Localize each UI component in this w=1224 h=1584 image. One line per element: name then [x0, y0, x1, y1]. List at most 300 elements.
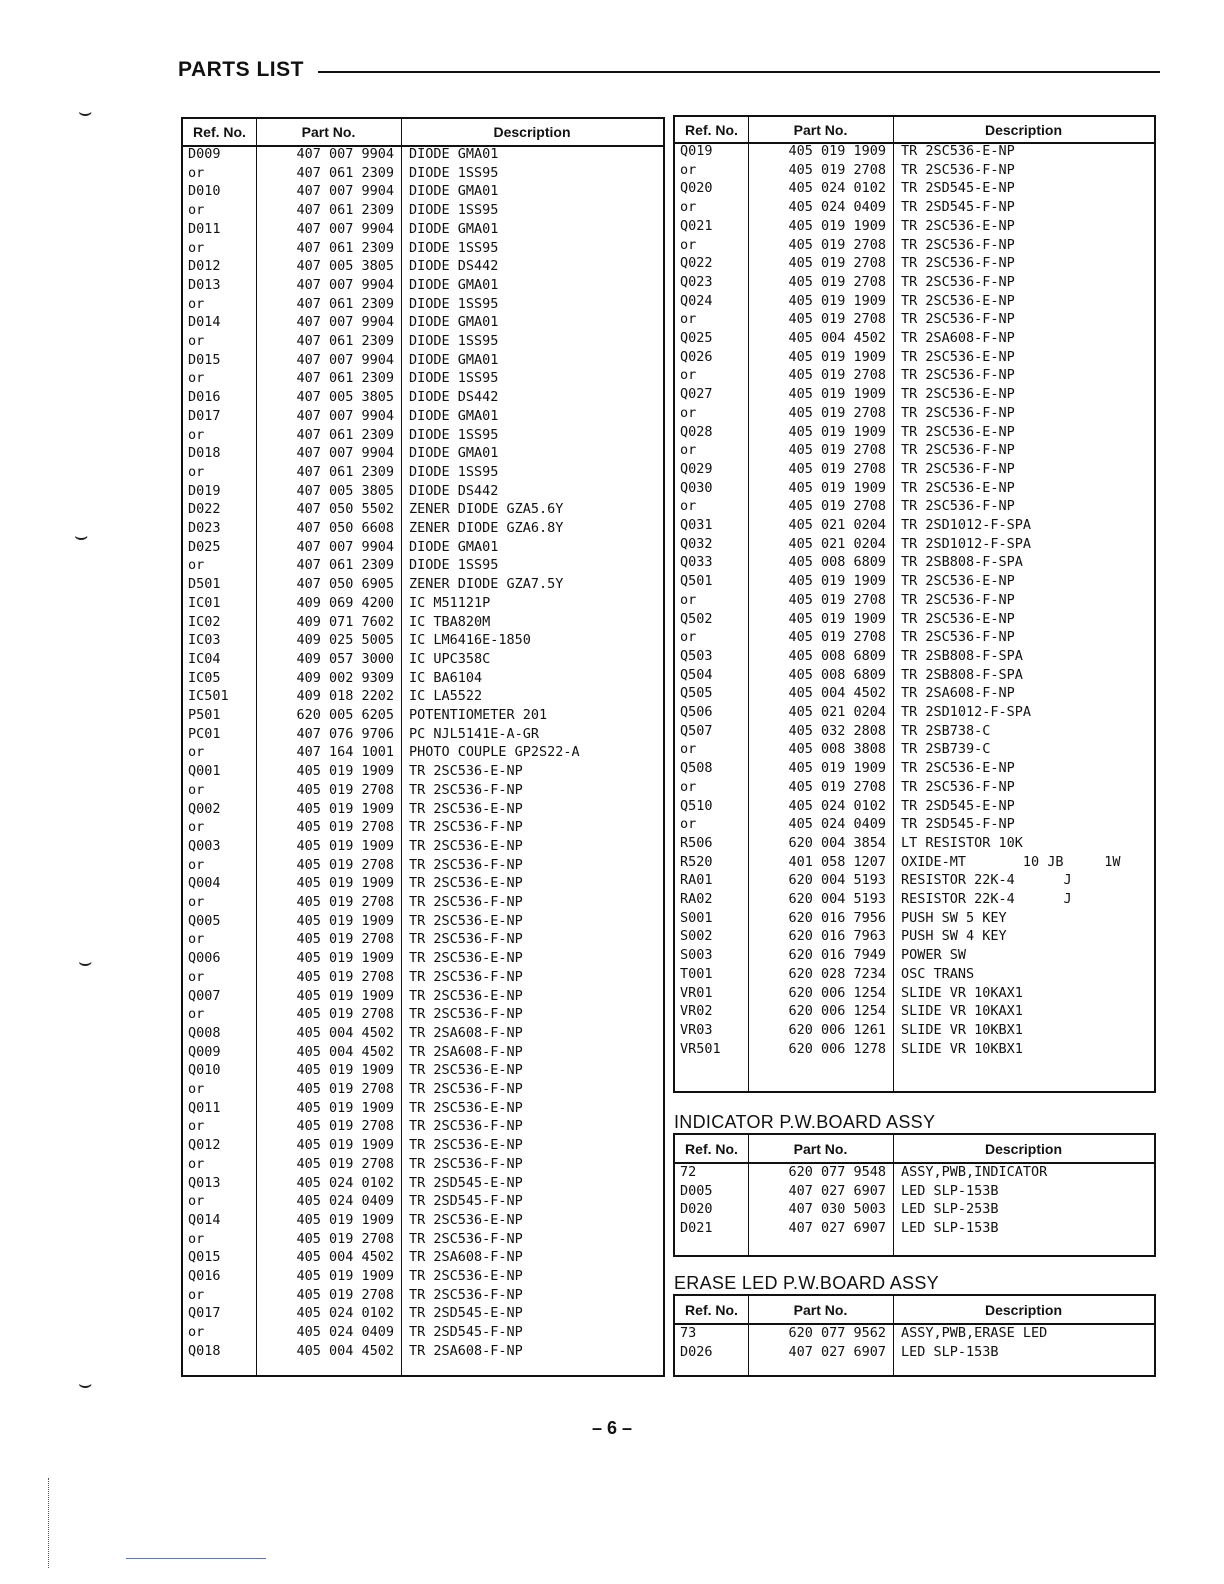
part-no: 407 007 9904 — [296, 351, 394, 368]
part-no: 405 019 2708 — [296, 968, 394, 985]
ref-no: Q005 — [188, 912, 221, 929]
ref-no: D025 — [188, 538, 221, 555]
table-row — [183, 1174, 663, 1193]
table-row — [183, 575, 663, 594]
description: TR 2SD545-F-NP — [901, 816, 1015, 833]
description: PUSH SW 4 KEY — [901, 928, 1007, 945]
part-no: 405 004 4502 — [296, 1043, 394, 1060]
table-row — [675, 310, 1154, 329]
description: SLIDE VR 10KBX1 — [901, 1021, 1023, 1038]
ref-no: D017 — [188, 407, 221, 424]
part-no: 405 019 2708 — [788, 255, 886, 272]
table-row — [675, 591, 1154, 610]
part-no: 405 019 1909 — [296, 987, 394, 1004]
description: DIODE GMA01 — [409, 146, 499, 162]
part-no: 405 019 1909 — [296, 912, 394, 929]
description: TR 2SD545-E-NP — [409, 1305, 523, 1322]
description: TR 2SC536-F-NP — [901, 460, 1015, 477]
table-row — [183, 257, 663, 276]
table-row — [183, 426, 663, 445]
description: ZENER DIODE GZA7.5Y — [409, 576, 564, 593]
part-no: 405 019 1909 — [788, 479, 886, 496]
ref-no: Q028 — [680, 423, 713, 440]
ref-no: Q014 — [188, 1211, 221, 1228]
description: OXIDE-MT 10 JB 1W — [901, 853, 1121, 870]
ref-no: 73 — [680, 1325, 697, 1341]
ref-no: S002 — [680, 928, 713, 945]
table-row — [675, 273, 1154, 292]
table-row — [675, 666, 1154, 685]
description: TR 2SC536-E-NP — [901, 573, 1015, 590]
table-row — [675, 1002, 1154, 1021]
ref-no: Q504 — [680, 666, 713, 683]
ref-no: Q023 — [680, 273, 713, 290]
ref-no: Q508 — [680, 760, 713, 777]
part-no: 405 019 1909 — [296, 837, 394, 854]
ref-no: or — [188, 968, 205, 985]
description: LED SLP-153B — [901, 1343, 999, 1360]
description: TR 2SB738-C — [901, 722, 991, 739]
ref-no: IC501 — [188, 688, 229, 705]
part-no: 405 024 0409 — [788, 199, 886, 216]
ref-no: IC01 — [188, 594, 221, 611]
part-no: 405 019 2708 — [296, 856, 394, 873]
part-no: 409 025 5005 — [296, 632, 394, 649]
table-row — [675, 198, 1154, 217]
ref-no: Q007 — [188, 987, 221, 1004]
description: TR 2SC536-F-NP — [409, 1286, 523, 1303]
part-no: 405 019 1909 — [296, 1211, 394, 1228]
ref-no: or — [188, 1081, 205, 1097]
description: TR 2SD1012-F-SPA — [901, 535, 1032, 552]
description: TR 2SC536-F-NP — [409, 931, 523, 948]
description: TR 2SC536-F-NP — [901, 273, 1015, 290]
description: TR 2SD1012-F-SPA — [901, 517, 1032, 533]
part-no: 405 019 1909 — [296, 800, 394, 817]
table-row — [675, 1163, 1154, 1182]
part-no: 405 021 0204 — [788, 517, 886, 533]
table-row — [183, 1080, 663, 1099]
part-no: 405 024 0102 — [788, 797, 886, 814]
table-row — [183, 444, 663, 463]
table-row — [675, 497, 1154, 516]
parts-table-left — [181, 117, 665, 1377]
description: TR 2SC536-F-NP — [901, 404, 1015, 421]
part-no: 407 061 2309 — [296, 463, 394, 480]
part-no: 405 019 2708 — [788, 460, 886, 477]
part-no: 407 030 5003 — [788, 1201, 886, 1218]
table-row — [183, 949, 663, 968]
description: IC BA6104 — [409, 669, 483, 686]
scan-bottom-line — [126, 1558, 266, 1559]
description: IC TBA820M — [409, 613, 491, 630]
table-row — [183, 1005, 663, 1024]
description: TR 2SB808-F-SPA — [901, 666, 1023, 683]
description: TR 2SC536-F-NP — [409, 1081, 523, 1097]
part-no: 405 019 1909 — [788, 143, 886, 159]
table-row — [183, 482, 663, 501]
ref-no: VR501 — [680, 1040, 721, 1057]
description: DIODE GMA01 — [409, 220, 499, 237]
ref-no: or — [188, 781, 205, 798]
description: TR 2SC536-F-NP — [409, 894, 523, 910]
ref-no: or — [188, 333, 205, 349]
description: TR 2SA608-F-NP — [409, 1024, 523, 1041]
table-row — [183, 893, 663, 912]
ref-no: Q015 — [188, 1249, 221, 1266]
part-no: 405 004 4502 — [788, 330, 886, 346]
table-row — [183, 669, 663, 688]
ref-no: or — [188, 1006, 205, 1023]
indicator-section-title: INDICATOR P.W.BOARD ASSY — [674, 1112, 936, 1132]
table-row — [675, 535, 1154, 554]
description: TR 2SC536-F-NP — [409, 1155, 523, 1172]
description: TR 2SC536-E-NP — [901, 348, 1015, 365]
ref-no: PC01 — [188, 725, 221, 742]
table-row — [183, 1192, 663, 1211]
description: PUSH SW 5 KEY — [901, 909, 1007, 926]
ref-no: Q507 — [680, 722, 713, 739]
table-row — [183, 1323, 663, 1342]
table-row — [183, 1267, 663, 1286]
ref-no: or — [188, 202, 205, 219]
table-row — [675, 1343, 1154, 1362]
part-no: 405 021 0204 — [788, 704, 886, 720]
part-no: 407 005 3805 — [296, 258, 394, 275]
part-no: 620 077 9562 — [788, 1325, 886, 1341]
ref-no: IC04 — [188, 650, 221, 667]
table-row — [675, 142, 1154, 161]
table-header — [675, 1296, 1154, 1325]
description: TR 2SC536-F-NP — [901, 161, 1015, 178]
title-rule — [318, 71, 1160, 73]
table-row — [675, 161, 1154, 180]
table-row — [183, 594, 663, 613]
description: TR 2SC536-E-NP — [409, 1211, 523, 1228]
part-no: 405 019 1909 — [296, 1099, 394, 1116]
description: IC LA5522 — [409, 688, 483, 705]
table-row — [183, 1230, 663, 1249]
table-row — [183, 1286, 663, 1305]
ref-no: Q017 — [188, 1305, 221, 1322]
table-row — [183, 706, 663, 725]
part-no: 405 019 1909 — [296, 950, 394, 967]
part-no: 620 005 6205 — [296, 707, 394, 723]
ref-no: Q024 — [680, 292, 713, 309]
table-row — [675, 1324, 1154, 1343]
part-no: 407 007 9904 — [296, 314, 394, 331]
ref-no: D019 — [188, 482, 221, 499]
description: TR 2SC536-E-NP — [901, 610, 1015, 627]
description: TR 2SC536-E-NP — [409, 800, 523, 817]
ref-no: D012 — [188, 258, 221, 275]
ref-no: or — [680, 591, 697, 608]
ref-no: Q506 — [680, 704, 713, 720]
binding-mark: ⌣ — [78, 100, 93, 125]
ref-no: Q503 — [680, 647, 713, 664]
description: LED SLP-153B — [901, 1220, 999, 1237]
ref-no: or — [188, 239, 205, 256]
part-no: 407 007 9904 — [296, 183, 394, 200]
ref-no: or — [188, 426, 205, 443]
part-no: 405 024 0102 — [296, 1305, 394, 1322]
description: POWER SW — [901, 947, 967, 964]
ref-no: Q003 — [188, 837, 221, 854]
ref-no: or — [188, 1324, 205, 1341]
description: DIODE 1SS95 — [409, 295, 499, 312]
part-no: 620 077 9548 — [788, 1164, 886, 1180]
part-no: 405 019 1909 — [296, 763, 394, 780]
description: DIODE GMA01 — [409, 183, 499, 200]
description: LT RESISTOR 10K — [901, 834, 1023, 851]
description: TR 2SC536-E-NP — [409, 875, 523, 892]
part-no: 620 016 7949 — [788, 947, 886, 964]
table-row — [183, 762, 663, 781]
ref-no: Q006 — [188, 950, 221, 967]
description: DIODE GMA01 — [409, 351, 499, 368]
ref-no: or — [680, 629, 697, 646]
ref-no: R520 — [680, 853, 713, 870]
ref-no: or — [680, 442, 697, 459]
part-no: 405 004 4502 — [296, 1024, 394, 1041]
table-row — [183, 930, 663, 949]
table-row — [675, 610, 1154, 629]
description: TR 2SC536-F-NP — [409, 1230, 523, 1247]
part-no: 405 019 2708 — [788, 311, 886, 328]
description: LED SLP-153B — [901, 1182, 999, 1199]
description: TR 2SC536-F-NP — [409, 856, 523, 873]
table-row — [675, 722, 1154, 741]
table-row — [183, 743, 663, 762]
ref-no: D011 — [188, 220, 221, 237]
part-no: 405 019 1909 — [788, 573, 886, 590]
ref-no: S001 — [680, 909, 713, 926]
part-no: 405 019 1909 — [788, 386, 886, 403]
ref-no: Q019 — [680, 143, 713, 159]
description: DIODE GMA01 — [409, 276, 499, 293]
description: TR 2SC536-E-NP — [901, 423, 1015, 440]
description: TR 2SA608-F-NP — [901, 685, 1015, 702]
table-row — [183, 313, 663, 332]
ref-no: or — [680, 311, 697, 328]
description: DIODE 1SS95 — [409, 202, 499, 219]
table-row — [675, 553, 1154, 572]
table-row — [675, 1040, 1154, 1059]
ref-no: or — [188, 744, 205, 761]
description: DIODE DS442 — [409, 482, 499, 499]
part-no: 405 019 2708 — [788, 236, 886, 253]
description: RESISTOR 22K-4 J — [901, 891, 1072, 907]
description: TR 2SC536-F-NP — [409, 1006, 523, 1023]
part-no: 405 019 2708 — [296, 1006, 394, 1023]
table-row — [675, 179, 1154, 198]
part-no: 405 021 0204 — [788, 535, 886, 552]
ref-no: or — [188, 1286, 205, 1303]
table-row — [675, 778, 1154, 797]
table-header — [183, 119, 663, 147]
part-no: 407 005 3805 — [296, 389, 394, 406]
table-row — [675, 740, 1154, 759]
ref-no: or — [188, 295, 205, 312]
part-no: 407 007 9904 — [296, 220, 394, 237]
binding-mark: ⌣ — [78, 1372, 93, 1397]
scan-edge-line — [48, 1478, 49, 1568]
ref-no: Q501 — [680, 573, 713, 590]
part-no: 409 002 9309 — [296, 669, 394, 686]
table-row — [183, 687, 663, 706]
description: TR 2SD545-E-NP — [901, 180, 1015, 197]
table-row — [183, 556, 663, 575]
ref-no: Q011 — [188, 1099, 221, 1116]
table-row — [675, 516, 1154, 535]
table-row — [675, 441, 1154, 460]
ref-no: or — [188, 819, 205, 836]
ref-no: Q033 — [680, 554, 713, 571]
ref-no: or — [680, 161, 697, 178]
part-no: 407 061 2309 — [296, 370, 394, 387]
erase-section-title: ERASE LED P.W.BOARD ASSY — [674, 1273, 939, 1293]
ref-no: IC05 — [188, 669, 221, 686]
table-row — [675, 1219, 1154, 1238]
part-no: 407 005 3805 — [296, 482, 394, 499]
description: TR 2SC536-E-NP — [409, 1268, 523, 1284]
table-row — [183, 182, 663, 201]
table-row — [183, 538, 663, 557]
part-no: 405 008 3808 — [788, 741, 886, 758]
indicator-parts-table — [673, 1133, 1156, 1257]
ref-no: or — [680, 367, 697, 384]
table-row — [183, 332, 663, 351]
binding-mark: ⌣ — [74, 524, 89, 549]
part-no: 620 004 5193 — [788, 891, 886, 907]
ref-no: D021 — [680, 1220, 713, 1237]
parts-table-right — [673, 115, 1156, 1093]
description: DIODE 1SS95 — [409, 557, 499, 574]
ref-no: Q001 — [188, 763, 221, 780]
description: TR 2SC536-E-NP — [409, 987, 523, 1004]
description: TR 2SD1012-F-SPA — [901, 704, 1032, 720]
part-no: 405 019 2708 — [296, 1155, 394, 1172]
part-no: 405 019 2708 — [296, 1118, 394, 1135]
description: LED SLP-253B — [901, 1201, 999, 1218]
description: TR 2SC536-F-NP — [409, 968, 523, 985]
description: POTENTIOMETER 201 — [409, 707, 548, 723]
part-no: 405 019 1909 — [788, 760, 886, 777]
ref-no: Q502 — [680, 610, 713, 627]
ref-no: Q032 — [680, 535, 713, 552]
part-no: 405 019 1909 — [788, 348, 886, 365]
description: DIODE 1SS95 — [409, 239, 499, 256]
ref-no: Q026 — [680, 348, 713, 365]
part-no: 620 004 5193 — [788, 872, 886, 889]
part-no: 409 069 4200 — [296, 594, 394, 611]
table-row — [675, 1021, 1154, 1040]
part-no: 407 027 6907 — [788, 1343, 886, 1360]
table-row — [183, 351, 663, 370]
ref-no: D010 — [188, 183, 221, 200]
description: TR 2SC536-E-NP — [901, 143, 1015, 159]
description: TR 2SC536-F-NP — [409, 1118, 523, 1135]
ref-no: Q025 — [680, 330, 713, 346]
part-no: 405 019 2708 — [788, 404, 886, 421]
ref-no: or — [188, 1193, 205, 1210]
ref-no: D018 — [188, 445, 221, 462]
part-no: 620 006 1254 — [788, 1003, 886, 1020]
ref-no: 72 — [680, 1164, 697, 1180]
ref-no: or — [188, 1118, 205, 1135]
part-no: 407 027 6907 — [788, 1182, 886, 1199]
part-no: 405 019 1909 — [788, 610, 886, 627]
table-row — [675, 647, 1154, 666]
description: TR 2SC536-F-NP — [901, 498, 1015, 515]
ref-no: VR01 — [680, 984, 713, 1001]
description: TR 2SD545-F-NP — [409, 1324, 523, 1341]
column-header-ref: Ref. No. — [193, 124, 246, 140]
table-row — [183, 239, 663, 258]
part-no: 407 007 9904 — [296, 146, 394, 162]
table-row — [183, 837, 663, 856]
description: TR 2SC536-E-NP — [901, 760, 1015, 777]
ref-no: D014 — [188, 314, 221, 331]
ref-no: S003 — [680, 947, 713, 964]
table-row — [675, 703, 1154, 722]
description: TR 2SC536-F-NP — [409, 781, 523, 798]
part-no: 409 057 3000 — [296, 650, 394, 667]
description: TR 2SC536-F-NP — [901, 255, 1015, 272]
table-row — [183, 968, 663, 987]
description: DIODE GMA01 — [409, 314, 499, 331]
part-no: 405 019 2708 — [296, 1081, 394, 1097]
part-no: 407 050 6905 — [296, 576, 394, 593]
description: TR 2SC536-E-NP — [901, 479, 1015, 496]
table-row — [675, 890, 1154, 909]
table-row — [675, 909, 1154, 928]
ref-no: VR03 — [680, 1021, 713, 1038]
ref-no: or — [188, 370, 205, 387]
part-no: 405 019 2708 — [788, 273, 886, 290]
table-row — [183, 1155, 663, 1174]
part-no: 405 019 1909 — [296, 875, 394, 892]
part-no: 405 019 2708 — [788, 629, 886, 646]
description: TR 2SB808-F-SPA — [901, 554, 1023, 571]
page-number: – 6 – — [591, 1418, 633, 1438]
description: DIODE 1SS95 — [409, 426, 499, 443]
description: PC NJL5141E-A-GR — [409, 725, 540, 742]
part-no: 407 007 9904 — [296, 538, 394, 555]
description: TR 2SC536-E-NP — [409, 1062, 523, 1079]
ref-no: or — [680, 741, 697, 758]
description: IC UPC358C — [409, 650, 491, 667]
table-row — [675, 853, 1154, 872]
description: TR 2SC536-E-NP — [409, 950, 523, 967]
table-row — [183, 276, 663, 295]
ref-no: Q018 — [188, 1342, 221, 1359]
table-row — [183, 1043, 663, 1062]
table-row — [675, 329, 1154, 348]
part-no: 405 004 4502 — [788, 685, 886, 702]
column-header-desc: Description — [984, 1140, 1062, 1157]
part-no: 405 019 1909 — [788, 423, 886, 440]
table-row — [183, 725, 663, 744]
part-no: 407 007 9904 — [296, 276, 394, 293]
part-no: 405 019 1909 — [296, 1137, 394, 1154]
ref-no: Q008 — [188, 1024, 221, 1041]
description: ZENER DIODE GZA5.6Y — [409, 501, 564, 518]
ref-no: or — [188, 164, 205, 181]
part-no: 405 024 0409 — [296, 1193, 394, 1210]
column-header-desc: Description — [493, 124, 571, 140]
description: TR 2SC536-F-NP — [901, 629, 1015, 646]
